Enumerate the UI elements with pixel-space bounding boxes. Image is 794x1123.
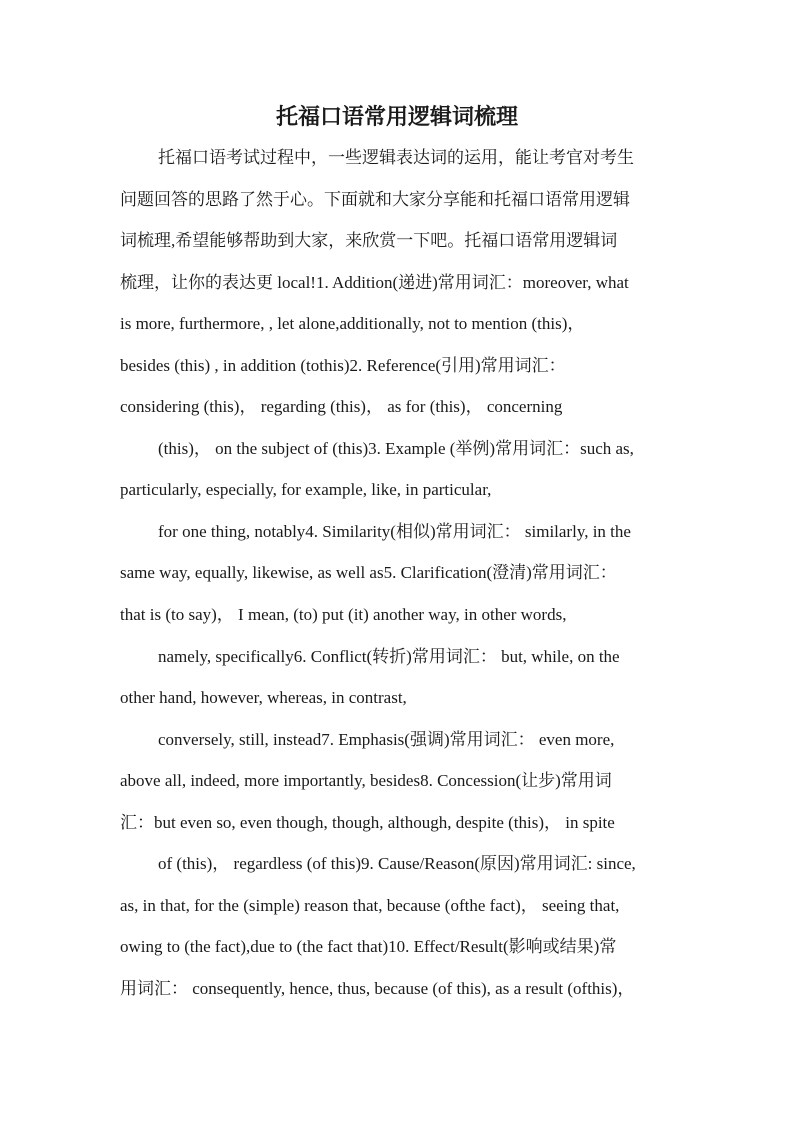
paragraph-line: 托福口语考试过程中，一些逻辑表达词的运用，能让考官对考生 (158, 148, 634, 167)
paragraph-line: that is (to say)， I mean, (to) put (it) another way, in other words, (120, 605, 567, 624)
paragraph-line: same way, equally, likewise, as well as5. Clarification(澄清)常用词汇： (120, 563, 617, 582)
paragraph-line: other hand, however, whereas, in contrast, (120, 688, 407, 707)
paragraph-line: namely, specifically6. Conflict(转折)常用词汇： but, while, on the (158, 647, 620, 666)
paragraph-line: of (this)， regardless (of this)9. Cause/Reason(原因)常用词汇: since, (158, 854, 636, 873)
paragraph-line: conversely, still, instead7. Emphasis(强调)常用词汇： even more, (158, 730, 615, 749)
paragraph-line: besides (this) , in addition (tothis)2. Reference(引用)常用词汇： (120, 356, 566, 375)
paragraph-line: 用词汇： consequently, hence, thus, because (of this), as a result (ofthis)， (120, 979, 635, 998)
paragraph-line: as, in that, for the (simple) reason that, because (ofthe fact)， seeing that, (120, 896, 620, 915)
paragraph-line: (this)， on the subject of (this)3. Example (举例)常用词汇：such as, (158, 439, 634, 458)
paragraph-line: 问题回答的思路了然于心。下面就和大家分享能和托福口语常用逻辑 (120, 190, 630, 209)
paragraph-line: is more, furthermore, , let alone,additionally, not to mention (this)， (120, 314, 585, 333)
paragraph-line: 词梳理,希望能够帮助到大家，来欣赏一下吧。托福口语常用逻辑词 (120, 231, 618, 250)
paragraph-line: for one thing, notably4. Similarity(相似)常用词汇： similarly, in the (158, 522, 631, 541)
paragraph-line: owing to (the fact),due to (the fact that)10. Effect/Result(影响或结果)常 (120, 937, 617, 956)
paragraph-line: considering (this)， regarding (this)， as for (this)， concerning (120, 397, 563, 416)
paragraph-line: 汇：but even so, even though, though, although, despite (this)， in spite (120, 813, 615, 832)
paragraph-line: above all, indeed, more importantly, besides8. Concession(让步)常用词 (120, 771, 612, 790)
paragraph-line: 梳理，让你的表达更 local!1. Addition(递进)常用词汇：moreover, what (120, 273, 629, 292)
document-title: 托福口语常用逻辑词梳理 (275, 104, 518, 129)
paragraph-line: particularly, especially, for example, like, in particular, (120, 480, 492, 499)
